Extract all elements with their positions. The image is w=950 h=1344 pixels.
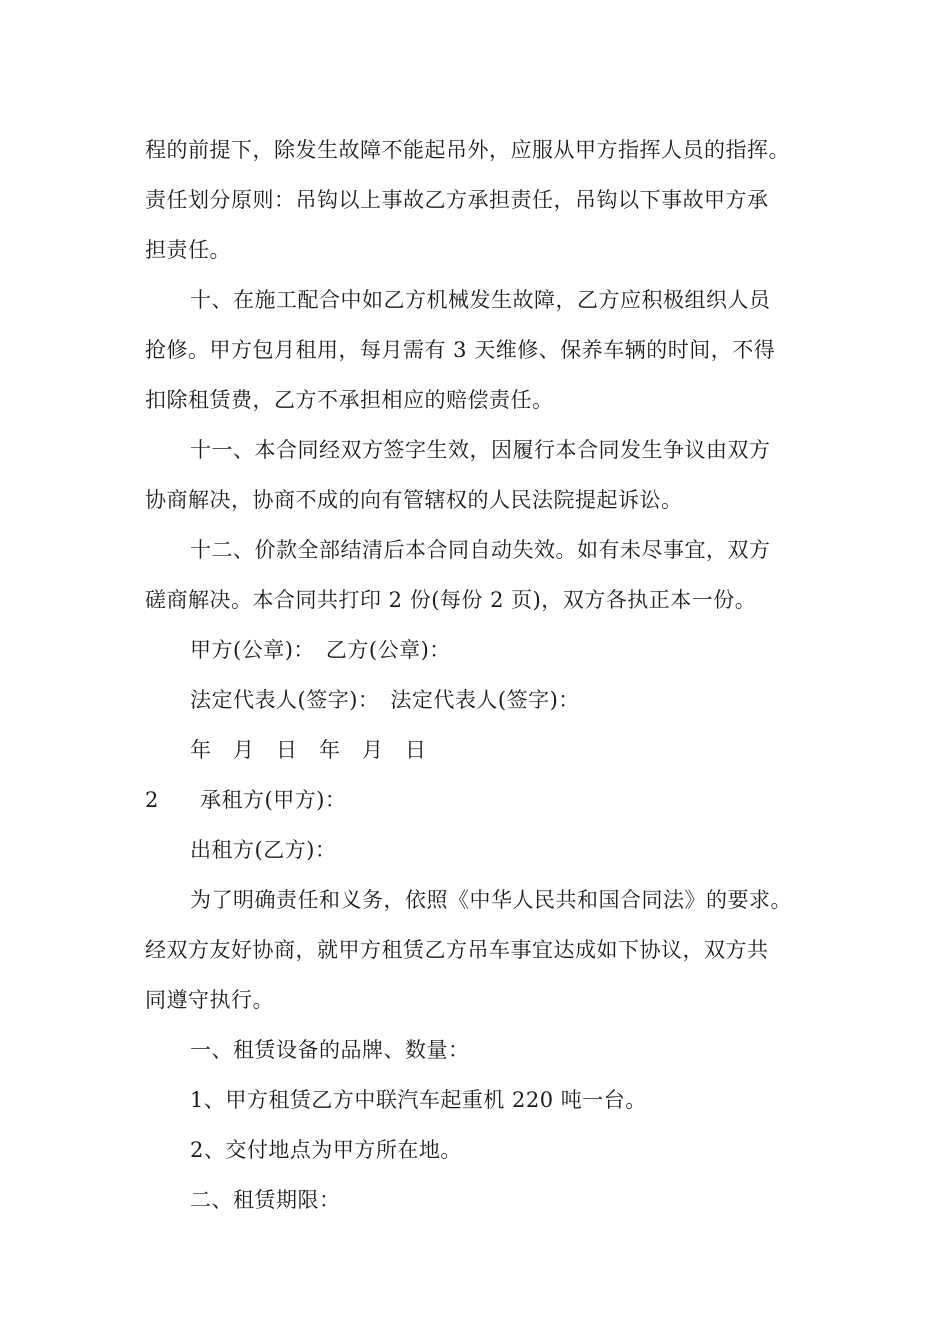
lessee-line: 承租方(甲方)： <box>200 788 347 812</box>
paragraph-line: 磋商解决。本合同共打印 2 份(每份 2 页)，双方各执正本一份。 <box>145 588 757 612</box>
list-item: 2、交付地点为甲方所在地。 <box>190 1138 462 1162</box>
paragraph-line: 扣除租赁费，乙方不承担相应的赔偿责任。 <box>145 388 554 412</box>
paragraph-line: 经双方友好协商，就甲方租赁乙方吊车事宜达成如下协议，双方共 <box>145 938 769 962</box>
section-heading: 二、租赁期限： <box>190 1188 341 1212</box>
paragraph-line: 十一、本合同经双方签字生效，因履行本合同发生争议由双方 <box>190 438 771 462</box>
paragraph-line: 为了明确责任和义务，依照《中华人民共和国合同法》的要求。 <box>190 888 792 912</box>
section-number: 2 <box>145 788 159 812</box>
signature-line-date: 年 月 日 年 月 日 <box>190 738 427 762</box>
list-item: 1、甲方租赁乙方中联汽车起重机 220 吨一台。 <box>190 1088 647 1112</box>
signature-line-representative: 法定代表人(签字)： 法定代表人(签字)： <box>190 688 580 712</box>
paragraph-line: 责任划分原则：吊钩以上事故乙方承担责任，吊钩以下事故甲方承 <box>145 188 769 212</box>
paragraph-line: 十、在施工配合中如乙方机械发生故障，乙方应积极组织人员 <box>190 288 771 312</box>
lessor-line: 出租方(乙方)： <box>190 838 337 862</box>
signature-line-seal: 甲方(公章)： 乙方(公章)： <box>190 638 451 662</box>
paragraph-line: 协商解决，协商不成的向有管辖权的人民法院提起诉讼。 <box>145 488 683 512</box>
paragraph-line: 抢修。甲方包月租用，每月需有 3 天维修、保养车辆的时间，不得 <box>145 338 776 362</box>
paragraph-line: 同遵守执行。 <box>145 988 274 1012</box>
paragraph-line: 十二、价款全部结清后本合同自动失效。如有未尽事宜，双方 <box>190 538 771 562</box>
section-heading: 一、租赁设备的品牌、数量： <box>190 1038 470 1062</box>
paragraph-line: 担责任。 <box>145 238 231 262</box>
paragraph-line: 程的前提下，除发生故障不能起吊外，应服从甲方指挥人员的指挥。 <box>145 138 790 162</box>
